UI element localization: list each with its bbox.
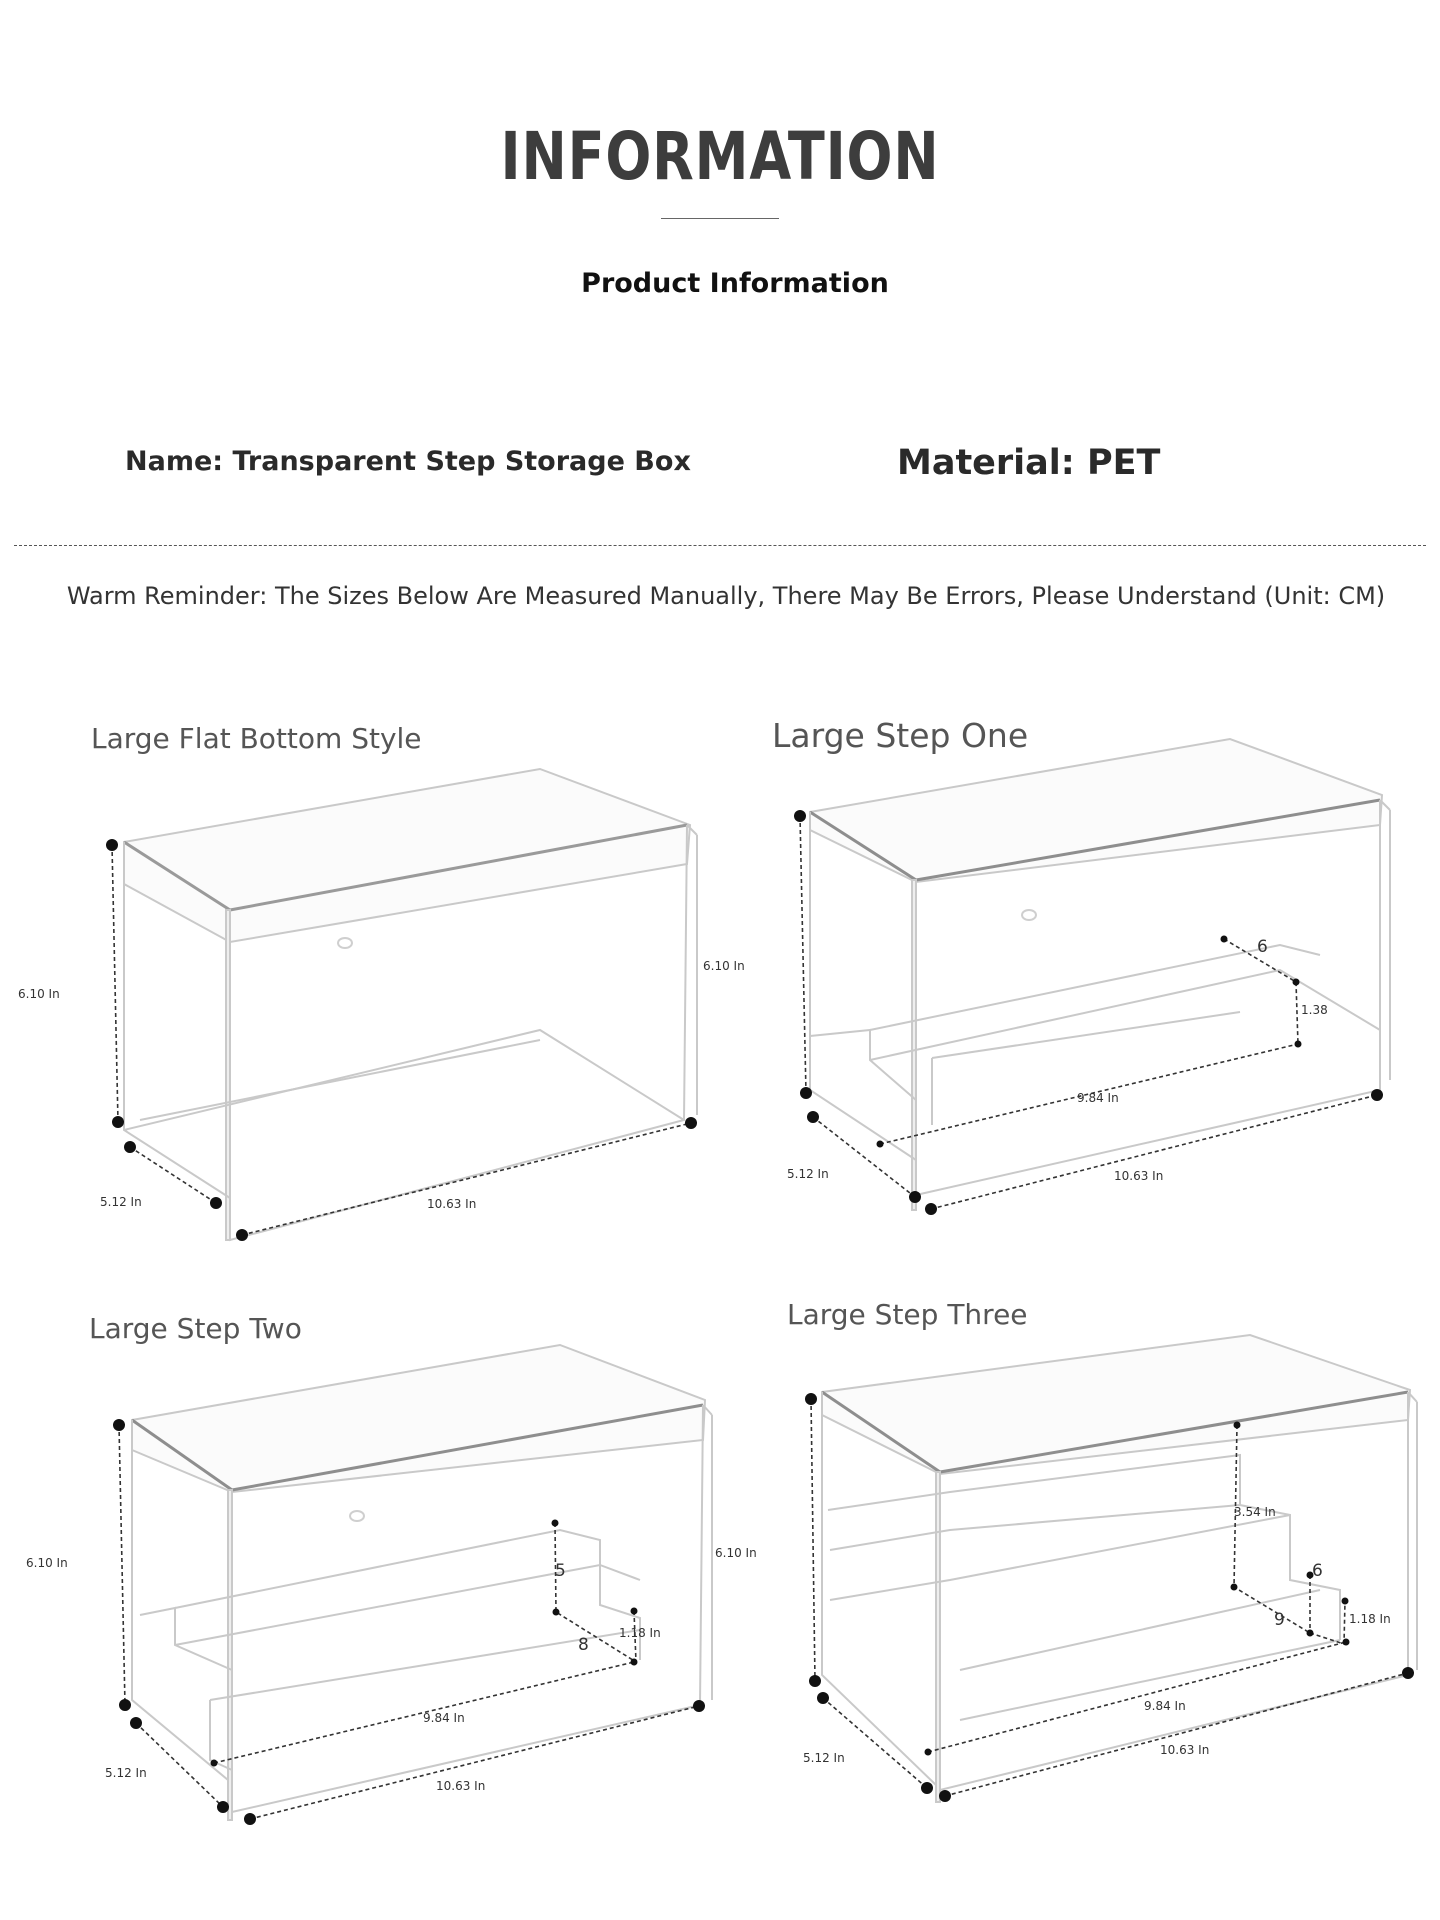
- step-three-inner-length-label: 9.84 In: [1144, 1699, 1186, 1713]
- section-divider: [14, 545, 1426, 546]
- flat-depth-label: 5.12 In: [100, 1195, 142, 1209]
- section-subheading: Product Information: [581, 268, 889, 299]
- step-three-top-height-label: 3.54 In: [1234, 1505, 1276, 1519]
- step-two-lower-label: 8: [578, 1635, 589, 1655]
- flat-length-label: 10.63 In: [427, 1197, 477, 1211]
- step-three-depth-label: 5.12 In: [803, 1751, 845, 1765]
- headline: INFORMATION: [500, 118, 940, 195]
- step-three-low-label: 9: [1274, 1610, 1285, 1630]
- step-three-mid-label: 6: [1312, 1561, 1323, 1581]
- panel-title-step-one: Large Step One: [772, 716, 1029, 755]
- measurement-reminder: Warm Reminder: The Sizes Below Are Measured Manually, There May Be Errors, Please Understand (Unit: CM): [66, 582, 1386, 610]
- panel-title-step-three: Large Step Three: [787, 1298, 1028, 1331]
- step-two-inner-length-label: 9.84 In: [423, 1711, 465, 1725]
- flat-height-right-label: 6.10 In: [703, 959, 745, 973]
- step-one-inner-length-label: 9.84 In: [1077, 1091, 1119, 1105]
- step-two-box-illustration: [0, 1340, 757, 1840]
- step-three-step-height-label: 1.18 In: [1349, 1612, 1391, 1626]
- step-three-box-illustration: [720, 1340, 1440, 1840]
- step-two-length-label: 10.63 In: [436, 1779, 486, 1793]
- step-two-upper-label: 5: [555, 1561, 566, 1581]
- step-one-depth-label: 6: [1257, 937, 1268, 957]
- step-three-length-label: 10.63 In: [1160, 1743, 1210, 1757]
- step-two-height-label: 6.10 In: [26, 1556, 68, 1570]
- step-two-height-right-label: 6.10 In: [715, 1546, 757, 1560]
- step-one-box-illustration: [720, 730, 1440, 1230]
- step-two-depth-label: 5.12 In: [105, 1766, 147, 1780]
- product-name: Name: Transparent Step Storage Box: [125, 446, 691, 477]
- panel-title-flat-bottom: Large Flat Bottom Style: [91, 722, 422, 755]
- flat-bottom-box-illustration: [0, 760, 745, 1260]
- headline-underline: [661, 218, 779, 219]
- step-one-height-label: 1.38: [1301, 1003, 1328, 1017]
- product-material: Material: PET: [897, 443, 1161, 483]
- panel-title-step-two: Large Step Two: [89, 1312, 302, 1345]
- flat-height-label: 6.10 In: [18, 987, 60, 1001]
- step-one-length-label: 10.63 In: [1114, 1169, 1164, 1183]
- step-one-depth-box-label: 5.12 In: [787, 1167, 829, 1181]
- step-two-step-height-label: 1.18 In: [619, 1626, 661, 1640]
